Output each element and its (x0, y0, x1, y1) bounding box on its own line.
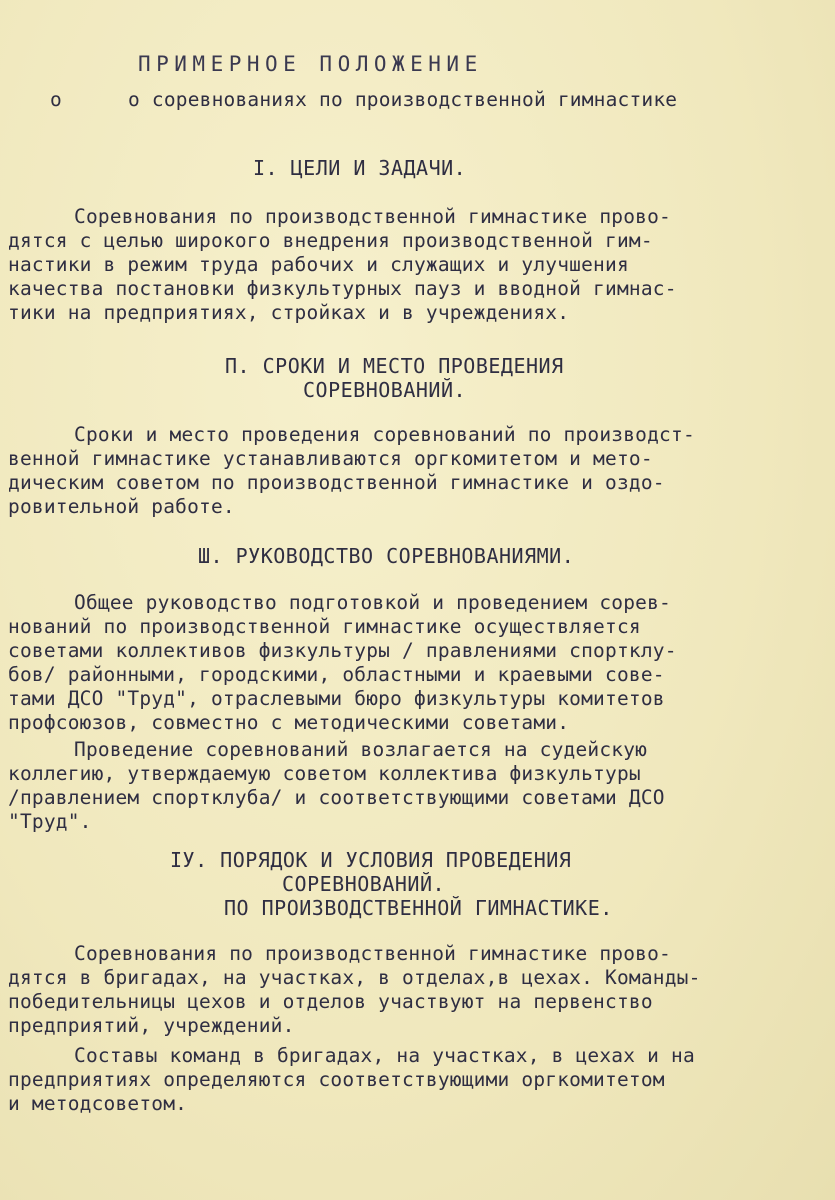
section-4-line-3: победительницы цехов и отделов участвуют на первенство (8, 990, 653, 1013)
section-3-p2-line-3: /правлением спортклуба/ и соответствующими советами ДСО (8, 786, 665, 809)
section-1-line-2: дятся с целью широкого внедрения производственной гим- (8, 229, 653, 252)
section-1-heading: I. ЦЕЛИ И ЗАДАЧИ. (253, 156, 467, 180)
section-2-line-3: дическим советом по производственной гимнастике и оздо- (8, 471, 665, 494)
section-3-line-6: профсоюзов, совместно с методическими советами. (8, 711, 570, 734)
section-3-p2-line-4: "Труд". (8, 810, 92, 833)
section-4-line-1: Соревнования по производственной гимнастике прово- (74, 942, 671, 965)
document-title: ПРИМЕРНОЕ ПОЛОЖЕНИЕ (138, 52, 483, 76)
section-1-line-3: настики в режим труда рабочих и служащих и улучшения (8, 253, 629, 276)
subtitle-mark: о (50, 88, 62, 111)
section-2-line-4: ровительной работе. (8, 495, 235, 518)
section-3-line-1: Общее руководство подготовкой и проведением сорев- (74, 591, 671, 614)
section-2-line-2: венной гимнастике устанавливаются оргкомитетом и мето- (8, 447, 653, 470)
section-3-line-2: нований по производственной гимнастике осуществляется (8, 615, 641, 638)
section-3-heading: Ш. РУКОВОДСТВО СОРЕВНОВАНИЯМИ. (198, 544, 575, 568)
section-3-line-5: тами ДСО "Труд", отраслевыми бюро физкультуры комитетов (8, 687, 665, 710)
section-4-p2-line-1: Составы команд в бригадах, на участках, в цехах и на (74, 1044, 695, 1067)
section-1-line-1: Соревнования по производственной гимнастике прово- (74, 205, 671, 228)
section-4-heading-line-2: СОРЕВНОВАНИЙ. (282, 872, 446, 896)
section-3-line-4: бов/ районными, городскими, областными и краевыми сове- (8, 663, 665, 686)
document-subtitle: о соревнованиях по производственной гимнастике (128, 88, 678, 111)
section-1-line-5: тики на предприятиях, стройках и в учреждениях. (8, 301, 570, 324)
section-2-heading-line-2: СОРЕВНОВАНИЙ. (303, 378, 467, 402)
section-4-line-4: предприятий, учреждений. (8, 1014, 295, 1037)
section-2-line-1: Сроки и место проведения соревнований по производст- (74, 423, 695, 446)
section-3-line-3: советами коллективов физкультуры / правлениями спортклу- (8, 639, 677, 662)
section-4-p2-line-2: предприятиях определяются соответствующими оргкомитетом (8, 1068, 665, 1091)
section-4-heading-line-3: ПО ПРОИЗВОДСТВЕННОЙ ГИМНАСТИКЕ. (224, 896, 613, 920)
section-4-heading-line-1: IУ. ПОРЯДОК И УСЛОВИЯ ПРОВЕДЕНИЯ (170, 848, 572, 872)
section-3-p2-line-1: Проведение соревнований возлагается на судейскую (74, 738, 648, 761)
section-4-line-2: дятся в бригадах, на участках, в отделах,в цехах. Команды- (8, 966, 701, 989)
section-4-p2-line-3: и методсоветом. (8, 1092, 188, 1115)
section-2-heading-line-1: П. СРОКИ И МЕСТО ПРОВЕДЕНИЯ (225, 354, 564, 378)
section-1-line-4: качества постановки физкультурных пауз и вводной гимнас- (8, 277, 677, 300)
section-3-p2-line-2: коллегию, утверждаемую советом коллектива физкультуры (8, 762, 641, 785)
